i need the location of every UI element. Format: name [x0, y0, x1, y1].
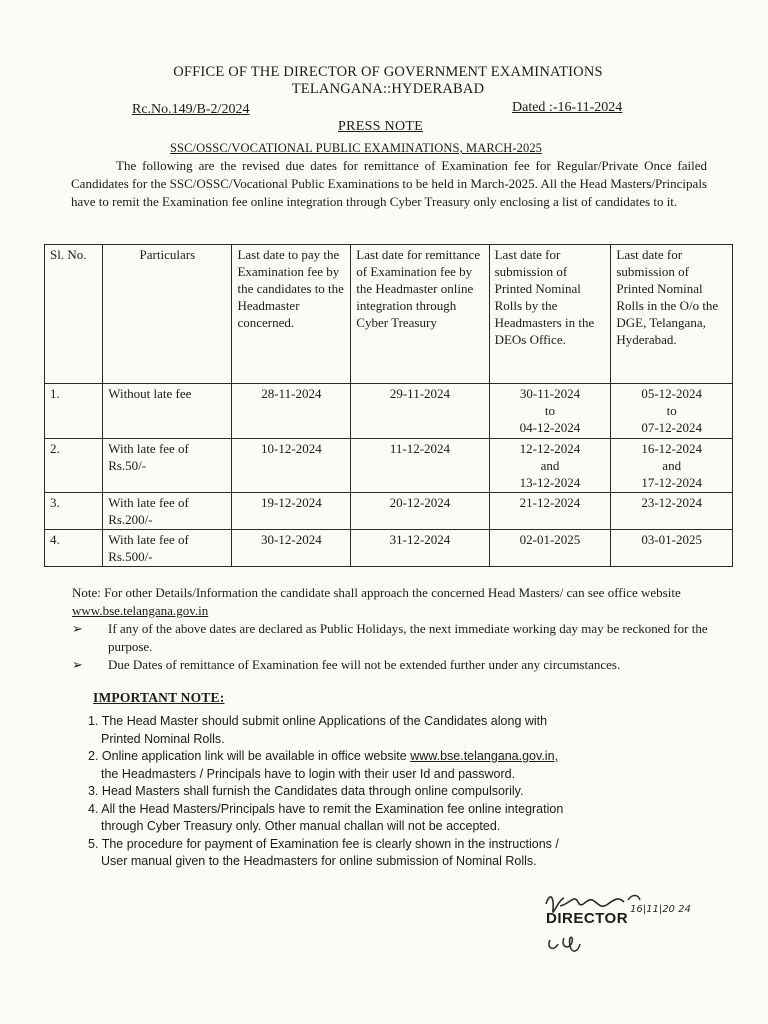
item-number: 3. [88, 784, 99, 798]
table-header-row [45, 245, 733, 384]
office-location: TELANGANA::HYDERABAD [291, 81, 485, 97]
arrow-bullet-icon: ➢ [72, 657, 83, 672]
deo-from: 30-11-2024 [519, 386, 581, 401]
row-pay-date: 28-11-2024 [232, 384, 351, 439]
row-particulars: Without late fee [103, 384, 232, 439]
item-number: 1. [88, 714, 99, 728]
intro-paragraph [71, 157, 707, 211]
item-text: Online application link will be available in office website [101, 749, 407, 763]
director-title: DIRECTOR [546, 910, 629, 927]
header-particulars: Particulars [103, 245, 232, 384]
dge-to: 17-12-2024 [641, 475, 703, 490]
item-text-cont: Printed Nominal Rolls. [101, 731, 225, 746]
deo-from: 12-12-2024 [519, 441, 581, 456]
arrow-bullet-icon: ➢ [72, 621, 83, 636]
item-number: 4. [88, 801, 99, 816]
issue-date: Dated :-16-11-2024 [512, 100, 623, 115]
list-item [88, 713, 628, 748]
row-deo-date [489, 384, 611, 439]
row-remit-date: 29-11-2024 [351, 384, 489, 439]
header-remit-date: Last date for remittance of Examination fee by the Headmaster online integration through Cyber Treasury [351, 245, 489, 384]
deo-to: 04-12-2024 [519, 420, 581, 435]
row-sl: 3. [45, 493, 103, 530]
row-deo-date: 21-12-2024 [489, 493, 611, 530]
item-text: Head Masters shall furnish the Candidates data through online compulsorily. [101, 784, 524, 798]
row-dge-date: 23-12-2024 [611, 493, 733, 530]
table-row [45, 439, 733, 493]
item-text-cont: User manual given to the Headmasters for online submission of Nominal Rolls. [101, 854, 537, 868]
row-particulars: With late fee of Rs.500/- [103, 530, 232, 567]
row-deo-date [489, 439, 611, 493]
deo-join: and [540, 458, 560, 473]
row-remit-date: 11-12-2024 [351, 439, 489, 493]
bullet-item [72, 620, 722, 656]
row-remit-date: 31-12-2024 [351, 530, 489, 567]
list-item [88, 801, 628, 836]
header-dge-date: Last date for submission of Printed Nominal Rolls in the O/o the DGE, Telangana, Hyderabad. [611, 245, 733, 384]
fee-schedule-table [44, 244, 733, 567]
row-pay-date: 30-12-2024 [232, 530, 351, 567]
item-text-cont: through Cyber Treasury only. Other manual challan will not be accepted. [101, 819, 501, 833]
row-dge-date: 03-01-2025 [611, 530, 733, 567]
dge-join: and [662, 458, 682, 473]
dge-to: 07-12-2024 [641, 420, 703, 435]
intro-text: The following are the revised due dates for remittance of Examination fee for Regular/Private Once failed Candidates for the SSC/OSSC/Vocational Public Examinations to be held in March-2025. All the Head Masters/Principals have to remit the Examination fee online integration through Cyber Treasury only enclosing a list of candidates to it. [71, 158, 707, 209]
website-link[interactable]: www.bse.telangana.gov.in, [410, 749, 558, 763]
row-deo-date: 02-01-2025 [489, 530, 611, 567]
list-item [88, 748, 628, 783]
deo-to: 13-12-2024 [519, 475, 581, 490]
row-particulars: With late fee of Rs.200/- [103, 493, 232, 530]
bullet-text: Due Dates of remittance of Examination fee will not be extended further under any circumstances. [108, 657, 621, 672]
note-text: For other Details/Information the candidate shall approach the concerned Head Masters/ can see office website [104, 585, 681, 600]
press-note-title: PRESS NOTE [338, 119, 424, 134]
row-particulars: With late fee of Rs.50/- [103, 439, 232, 493]
item-number: 5. [88, 836, 99, 851]
reference-number: Rc.No.149/B-2/2024 [132, 102, 250, 117]
item-text-cont: the Headmasters / Principals have to login with their user Id and password. [101, 766, 516, 781]
note-label: Note: [72, 585, 101, 600]
header-pay-date: Last date to pay the Examination fee by the candidates to the Headmaster concerned. [232, 245, 351, 384]
item-text: All the Head Masters/Principals have to remit the Examination fee online integration [101, 801, 564, 816]
row-sl: 1. [45, 384, 103, 439]
row-dge-date [611, 384, 733, 439]
important-note-title: IMPORTANT NOTE: [93, 690, 225, 705]
bullet-text: If any of the above dates are declared as Public Holidays, the next immediate working day may be reckoned for the purpose. [108, 621, 708, 654]
row-pay-date: 19-12-2024 [232, 493, 351, 530]
table-row [45, 493, 733, 530]
important-note-list [88, 713, 628, 871]
table-row [45, 530, 733, 567]
list-item [88, 783, 628, 801]
row-pay-date: 10-12-2024 [232, 439, 351, 493]
dge-from: 16-12-2024 [641, 441, 703, 456]
row-remit-date: 20-12-2024 [351, 493, 489, 530]
item-text: The Head Master should submit online Applications of the Candidates along with [101, 714, 548, 728]
header-sl-no: Sl. No. [45, 245, 103, 384]
item-text: The procedure for payment of Examination fee is clearly shown in the instructions / [101, 836, 559, 851]
row-sl: 4. [45, 530, 103, 567]
deo-join: to [544, 403, 556, 418]
note-block [72, 584, 722, 620]
dge-from: 05-12-2024 [641, 386, 703, 401]
header-deo-date: Last date for submission of Printed Nominal Rolls by the Headmasters in the DEOs Office. [489, 245, 611, 384]
row-dge-date [611, 439, 733, 493]
svg-text:16|11|20 24: 16|11|20 24 [630, 904, 691, 915]
row-sl: 2. [45, 439, 103, 493]
bullet-item [72, 656, 722, 674]
table-row [45, 384, 733, 439]
website-link[interactable]: www.bse.telangana.gov.in [72, 603, 209, 618]
office-heading: OFFICE OF THE DIRECTOR OF GOVERNMENT EXAMINATIONS [173, 64, 603, 80]
dge-join: to [666, 403, 677, 418]
item-number: 2. [88, 749, 99, 763]
list-item [88, 836, 628, 871]
subject-line: SSC/OSSC/VOCATIONAL PUBLIC EXAMINATIONS, MARCH-2025 [170, 141, 543, 155]
